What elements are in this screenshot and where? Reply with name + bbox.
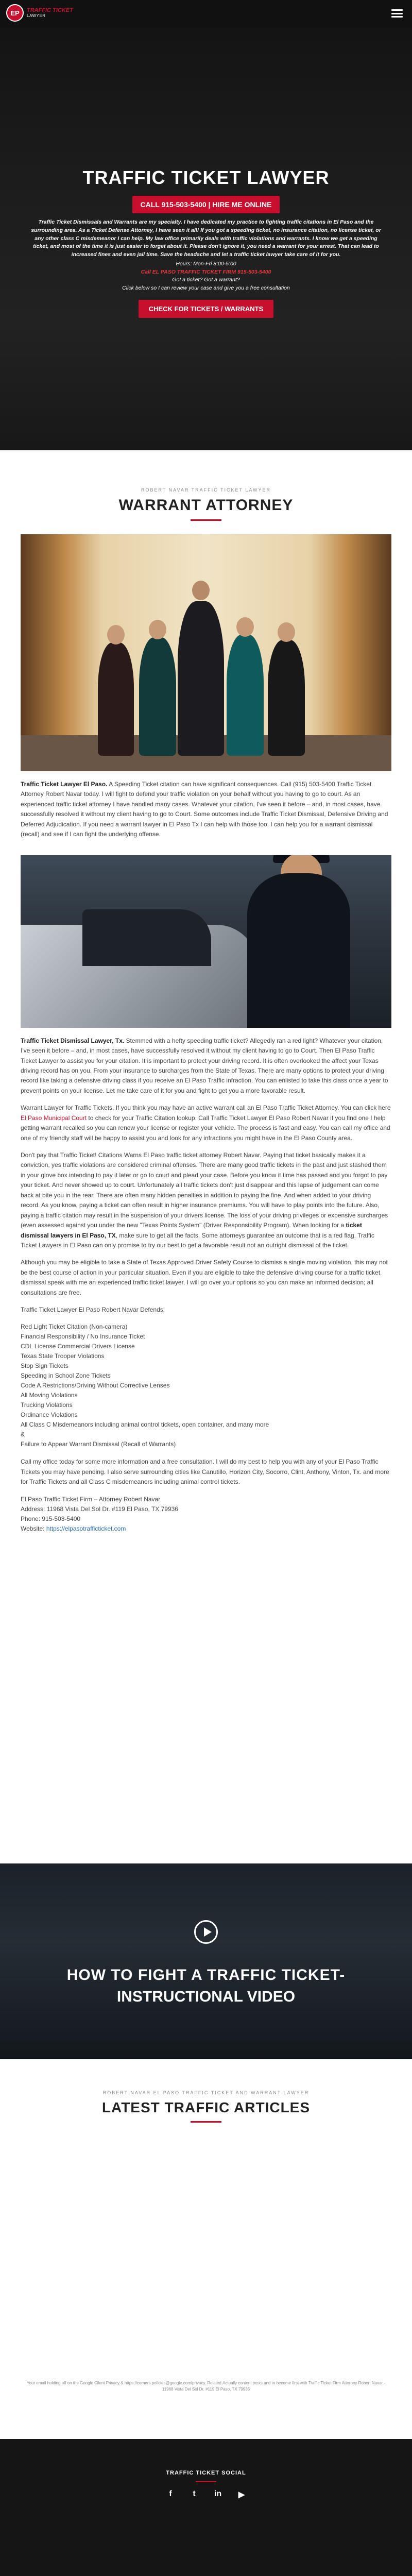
defends-list-item: Trucking Violations xyxy=(21,1401,73,1409)
hamburger-menu-icon[interactable] xyxy=(391,9,403,18)
defends-list-item: Financial Responsibility / No Insurance Ticket xyxy=(21,1333,145,1341)
defends-list-item: All Class C Misdemeanors including animal control tickets, open container, and many more xyxy=(21,1420,269,1428)
closing-text xyxy=(21,1457,391,1487)
defends-list-item: Code A Restrictions/Driving Without Corrective Lenses xyxy=(21,1381,170,1389)
logo-text xyxy=(27,8,73,18)
hero-question: Got a ticket? Got a warrant? xyxy=(172,277,240,283)
social-title: TRAFFIC TICKET SOCIAL xyxy=(166,2469,246,2476)
address-line: Address: 11968 Vista Del Sol Dr. #119 El Paso, TX 79936 xyxy=(21,1505,178,1513)
logo-line-1: TRAFFIC TICKET xyxy=(27,7,73,14)
call-hire-button[interactable]: CALL 915-503-5400 | HIRE ME ONLINE xyxy=(132,196,280,213)
twitter-icon[interactable]: t xyxy=(193,2489,196,2498)
paragraph-3: Warrant Lawyer for Traffic Tickets. If you think you may have an active warrant call an El Paso Traffic Ticket Attorney. You can click here El Paso Municipal Court to check for your Traffic Citation lookup. Call Traffic Ticket Lawyer El Paso Robert Navar if you find one I help getting warrant recalled so you can renew your license or register your vehicle. The process is fast and easy. You can call my office and one of my friendly staff will be happy to assist you and look for any infractions you might have in the El Paso County area. xyxy=(21,1104,391,1142)
hero-contact xyxy=(0,260,412,293)
social-icons xyxy=(0,2489,412,2500)
play-icon[interactable] xyxy=(194,1920,218,1944)
site-logo[interactable] xyxy=(6,4,73,22)
defends-list xyxy=(21,1322,391,1449)
hero-title: TRAFFIC TICKET LAWYER xyxy=(82,167,330,188)
paragraph-5: Although you may be eligible to take a State of Texas Approved Driver Safety Course to dismiss a single moving violation, this may not be the best course of action in your particular situation. Even if you are eligible to take the defensive driving course for a traffic ticket dismissal speak with me an experienced traffic ticket lawyer, I will go over your options so you can make an informed decision; all consultations are free. xyxy=(21,1259,388,1296)
linkedin-icon[interactable]: in xyxy=(214,2489,222,2498)
article-text xyxy=(21,1036,391,1298)
municipal-court-link[interactable]: El Paso Municipal Court xyxy=(21,1114,87,1122)
hero-paragraph: Traffic Ticket Dismissals and Warrants are my specialty. I have dedicated my practice to fighting traffic citations in El Paso and the surrounding area. As a Ticket Defense Attorney, I have seen it all! If you got a speeding ticket, no insurance citation, no license ticket, or any other class C misdemeanor I can help. My law office primarily deals with traffic violations and warrants. I know we get a speeding ticket, and most of the time it is just easier to forget about it. Please don't ignore it, you need a warrant for your arrest. That can lead to increased fines and even jail time. Save the headache and let a traffic ticket lawyer take care of it for you. xyxy=(31,219,381,258)
top-bar xyxy=(0,0,412,28)
defends-list-intro: Traffic Ticket Lawyer El Paso Robert Navar Defends: xyxy=(21,1306,165,1314)
logo-line-2: LAWYER xyxy=(27,13,46,18)
defends-list-item: Stop Sign Tickets xyxy=(21,1362,68,1369)
warrant-title: WARRANT ATTORNEY xyxy=(118,497,294,514)
facebook-icon[interactable]: f xyxy=(169,2489,172,2498)
defends-list-item: Texas State Trooper Violations xyxy=(21,1352,105,1360)
paragraph-4: Don't pay that Traffic Ticket! Citations Warns El Paso traffic ticket attorney Robert Navar. Paying that ticket basically makes it a conviction, yes traffic violations are considered criminal offenses. There are many good traffic tickets in the past and just stashed them in your glove box intending to pay it later or go to court and plead your case. Before you know it time has passed and you forgot to pay your ticket. And never showed up to court. Unfortunately all traffic tickets don't just disappear and this lapse of judgement can come back at bite you in the rear. There are often many hidden penalties in addition to paying the fine. And when added to your driving record. As you know, paying a ticket can often result in higher insurance premiums. You will have to play points into the future. Also, paying a traffic citation may result in the suspension of your drivers license. The loss of your driving privileges or expensive surcharges (even assessed against you under the new "Texas Points System" (Driver Responsibility Program). When looking for a ticket dismissal lawyers in El Paso, TX, make sure to get all the facts. Some attorneys guarantee an outcome that is a red flag. Traffic Ticket Lawyers in El Paso can only promise to try our best to get a favorable result not an outright dismissal of the ticket. xyxy=(21,1151,388,1249)
firm-address xyxy=(21,1495,391,1534)
website-line: Website: https://elpasotrafficticket.com xyxy=(21,1524,126,1532)
check-tickets-warrants-button[interactable]: CHECK FOR TICKETS / WARRANTS xyxy=(139,300,273,318)
paragraph-6: Call my office today for some more information and a free consultation. I will do my best to help you with any of your El Paso Traffic Tickets you may have pending. I also serve surrounding cities like Canutillo, Horizon City, Socorro, Clint, Anthony, Vinton, Tx. and more for Traffic Tickets and all Class C misdemeanors including animal control tickets. xyxy=(21,1458,389,1486)
articles-title: LATEST TRAFFIC ARTICLES xyxy=(101,2099,311,2115)
paragraph-2: Traffic Ticket Dismissal Lawyer, Tx. Stemmed with a hefty speeding traffic ticket? Allegedly ran a red light? Whatever your citation, I've seen it before – and, in most cases, have successfully resolved it without my client having to go to Court. Then El Paso Traffic Ticket Lawyer to assist you for your citation. It is important to protect your driving record. It is often overlooked the affect your Texas driving record has on you. From your insurance to surcharges from the State of Texas. There are many options to protect your driving record like taking a defensive driving class if you receive an El Paso Traffic infraction. You can enlisted to take this class once a year to prevent points on your license. Let me take care of it for you and fight to get you a more favorable result. xyxy=(21,1037,388,1094)
website-link[interactable]: https://elpasotrafficticket.com xyxy=(46,1524,126,1532)
defends-list-item: All Moving Violations xyxy=(21,1391,78,1399)
instructional-video[interactable] xyxy=(0,1863,412,2059)
hero-hours: Hours: Mon-Fri 8:00-5:00 xyxy=(176,260,236,267)
social-divider xyxy=(196,2481,216,2482)
youtube-icon[interactable]: ▶ xyxy=(238,2490,245,2499)
traffic-stop-photo xyxy=(21,855,391,1028)
defends-list-item: Failure to Appear Warrant Dismissal (Recall of Warrants) xyxy=(21,1440,176,1448)
warrant-kicker: ROBERT NAVAR TRAFFIC TICKET LAWYER xyxy=(141,487,271,493)
address-line: Phone: 915-503-5400 xyxy=(21,1515,81,1522)
hero-section xyxy=(0,28,412,450)
defends-list-item: & xyxy=(21,1430,25,1438)
video-title: HOW TO FIGHT A TRAFFIC TICKET- xyxy=(66,1966,346,1984)
logo-badge: EP xyxy=(6,4,24,22)
defends-list-item: Speeding in School Zone Tickets xyxy=(21,1371,111,1379)
articles-kicker: ROBERT NAVAR EL PASO TRAFFIC TICKET AND WARRANT LAWYER xyxy=(102,2090,310,2095)
articles-area xyxy=(0,2123,412,2380)
defends-list-item: CDL License Commercial Drivers License xyxy=(21,1342,135,1350)
intro-text xyxy=(21,779,391,840)
legal-team-photo xyxy=(21,534,391,771)
warrant-section xyxy=(21,487,391,1534)
address-line: El Paso Traffic Ticket Firm – Attorney Robert Navar xyxy=(21,1495,161,1503)
hero-intro xyxy=(28,218,384,259)
footer xyxy=(0,2439,412,2576)
title-divider xyxy=(191,519,221,521)
privacy-disclaimer: Your email holding off on the Google Client Privacy & https://corners.policies@google.com/privacy. Related.Actually content posts and to become first with Traffic Ticket Firm Attorney Robert Navar - 11968 Vista Del Sol Dr. #119 El Paso, TX 79936 xyxy=(26,2380,386,2392)
defends-list-item: Red Light Ticket Citation (Non-camera) xyxy=(21,1323,128,1331)
hero-phone[interactable]: Call EL PASO TRAFFIC TICKET FIRM 915-503-5400 xyxy=(141,268,271,275)
video-subtitle: INSTRUCTIONAL VIDEO xyxy=(116,1988,296,2005)
hero-cta-line: Click below so I can review your case and give you a free consultation xyxy=(122,285,290,291)
paragraph-1: Traffic Ticket Lawyer El Paso. A Speeding Ticket citation can have significant consequences. Call (915) 503-5400 Traffic Ticket Attorney Robert Navar today. I will fight to defend your traffic violation on your behalf without you having to go to court. As an experienced traffic ticket attorney I have handled many cases. Whatever your citation, I've seen it before – and, in most cases, have successfully resolved it without my client having to go to Court. Some outcomes include Traffic Ticket Dismissal, Defensive Driving and Deferred Adjudication. If you need a warrant lawyer in El Paso Tx I can help with those too. I can help you for a warrant dismissal (recall) and see if I can fight the underlying offense. xyxy=(21,781,388,838)
defends-list-item: Ordinance Violations xyxy=(21,1411,78,1418)
